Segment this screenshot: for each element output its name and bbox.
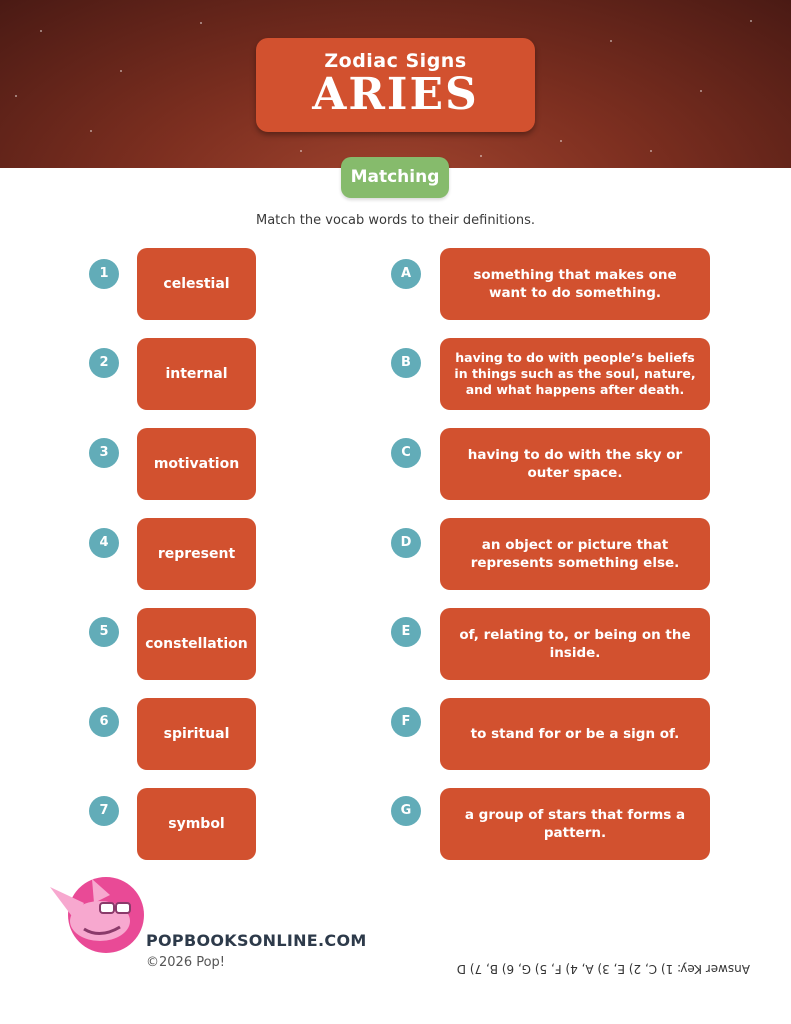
word-box: spiritual — [137, 698, 256, 770]
word-box: constellation — [137, 608, 256, 680]
letter-badge: C — [391, 438, 421, 468]
word-box: motivation — [137, 428, 256, 500]
site-url[interactable]: POPBOOKSONLINE.COM — [146, 931, 367, 950]
definition-box: to stand for or be a sign of. — [440, 698, 710, 770]
title-small: Zodiac Signs — [324, 50, 467, 72]
number-badge: 3 — [89, 438, 119, 468]
letter-badge: B — [391, 348, 421, 378]
section-label: Matching — [341, 157, 449, 198]
number-badge: 5 — [89, 617, 119, 647]
word-box: represent — [137, 518, 256, 590]
word-box: internal — [137, 338, 256, 410]
pop-mascot-logo-icon — [44, 873, 148, 957]
letter-badge: G — [391, 796, 421, 826]
word-box: celestial — [137, 248, 256, 320]
definition-box: of, relating to, or being on the inside. — [440, 608, 710, 680]
number-badge: 2 — [89, 348, 119, 378]
number-badge: 7 — [89, 796, 119, 826]
definition-box: having to do with people’s beliefs in things such as the soul, nature, and what happens after death. — [440, 338, 710, 410]
letter-badge: F — [391, 707, 421, 737]
definition-box: something that makes one want to do something. — [440, 248, 710, 320]
word-box: symbol — [137, 788, 256, 860]
answer-key: Answer Key: 1) C, 2) E, 3) A, 4) F, 5) G, 6) B, 7) D — [456, 962, 750, 976]
definition-box: a group of stars that forms a pattern. — [440, 788, 710, 860]
title-box — [256, 38, 535, 132]
copyright: ©2026 Pop! — [146, 955, 226, 970]
letter-badge: A — [391, 259, 421, 289]
definition-box: an object or picture that represents something else. — [440, 518, 710, 590]
title-big: ARIES — [312, 69, 479, 120]
number-badge: 6 — [89, 707, 119, 737]
letter-badge: D — [391, 528, 421, 558]
number-badge: 1 — [89, 259, 119, 289]
definition-box: having to do with the sky or outer space. — [440, 428, 710, 500]
letter-badge: E — [391, 617, 421, 647]
instructions: Match the vocab words to their definitions. — [256, 213, 535, 228]
number-badge: 4 — [89, 528, 119, 558]
